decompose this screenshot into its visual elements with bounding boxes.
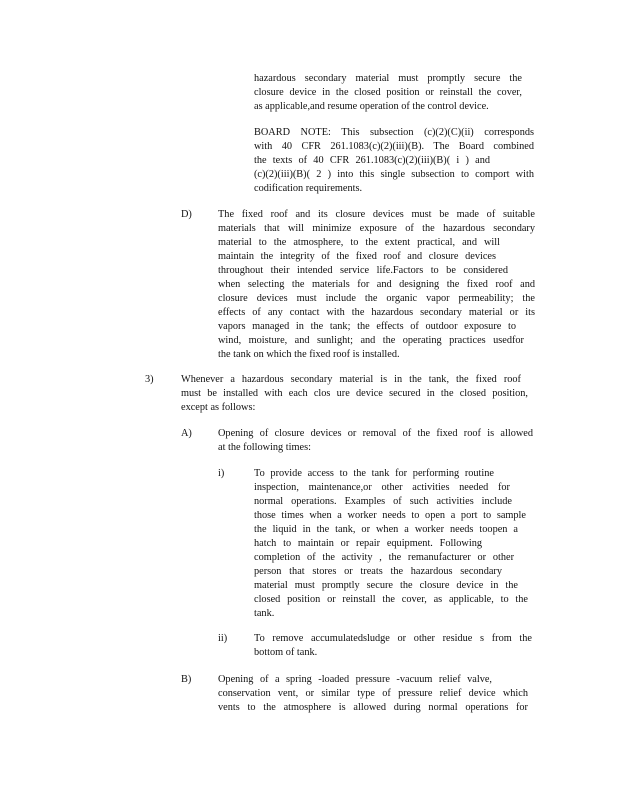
item-d-paragraph xyxy=(218,208,535,362)
text-line: when selecting the materials for and designing the fixed roof and xyxy=(218,279,535,290)
item-marker-b: B) xyxy=(181,674,192,685)
text-line: Opening of closure devices or removal of the fixed roof is allowed xyxy=(218,428,533,439)
text-line: those times when a worker needs to open a port to sample xyxy=(254,510,526,521)
text-line: closure devices must include the organic vapor permeability; the xyxy=(218,293,535,304)
text-line: effects of any contact with the hazardous secondary material or its xyxy=(218,307,535,318)
text-line: BOARD NOTE: This subsection (c)(2)(C)(ii) corresponds xyxy=(254,127,534,138)
text-line: completion of the activity , the remanufacturer or other xyxy=(254,552,514,563)
text-line: bottom of tank. xyxy=(254,647,318,658)
continuation-paragraph xyxy=(254,72,522,114)
item-ii-paragraph xyxy=(254,632,532,660)
text-line: hazardous secondary material must promptly secure the xyxy=(254,73,522,84)
text-line: vents to the atmosphere is allowed during normal operations for xyxy=(218,702,528,713)
text-line: hatch to maintain or repair equipment. Following xyxy=(254,538,482,549)
text-line: conservation vent, or similar type of pressure relief device which xyxy=(218,688,528,699)
item-i-paragraph xyxy=(254,467,528,621)
item-marker-a: A) xyxy=(181,428,192,439)
text-line: Whenever a hazardous secondary material is in the tank, the fixed roof xyxy=(181,374,521,385)
item-b-paragraph xyxy=(218,673,528,715)
text-line: closed position or reinstall the cover, as applicable, to the xyxy=(254,594,528,605)
text-line: closure device in the closed position or reinstall the cover, xyxy=(254,87,522,98)
text-line: inspection, maintenance,or other activities needed for xyxy=(254,482,510,493)
text-line: the tank on which the fixed roof is installed. xyxy=(218,349,400,360)
text-line: Opening of a spring -loaded pressure -vacuum relief valve, xyxy=(218,674,492,685)
item-a-paragraph xyxy=(218,427,533,455)
text-line: (c)(2)(iii)(B)( 2 ) into this single subsection to comport with xyxy=(254,169,534,180)
text-line: To provide access to the tank for performing routine xyxy=(254,468,494,479)
item-marker-d: D) xyxy=(181,209,192,220)
item-marker-ii: ii) xyxy=(218,633,228,644)
text-line: normal operations. Examples of such activities include xyxy=(254,496,512,507)
text-line: throughout their intended service life.Factors to be considered xyxy=(218,265,508,276)
text-line: codification requirements. xyxy=(254,183,363,194)
text-line: the liquid in the tank, or when a worker needs toopen a xyxy=(254,524,518,535)
item-marker-3: 3) xyxy=(145,374,154,385)
text-line: The fixed roof and its closure devices must be made of suitable xyxy=(218,209,535,220)
text-line: wind, moisture, and sunlight; and the operating practices usedfor xyxy=(218,335,524,346)
text-line: as applicable,and resume operation of the control device. xyxy=(254,101,489,112)
text-line: To remove accumulatedsludge or other residue s from the xyxy=(254,633,532,644)
text-line: material to the atmosphere, to the extent practical, and will xyxy=(218,237,500,248)
item-marker-i: i) xyxy=(218,468,225,479)
item-3-paragraph xyxy=(181,373,528,415)
text-line: tank. xyxy=(254,608,275,619)
text-line: must be installed with each clos ure device secured in the closed position, xyxy=(181,388,528,399)
text-line: except as follows: xyxy=(181,402,256,413)
text-line: with 40 CFR 261.1083(c)(2)(iii)(B). The Board combined xyxy=(254,141,534,152)
text-line: the texts of 40 CFR 261.1083(c)(2)(iii)(B)( i ) and xyxy=(254,155,490,166)
text-line: maintain the integrity of the fixed roof and closure devices xyxy=(218,251,496,262)
text-line: material must promptly secure the closure device in the xyxy=(254,580,518,591)
text-line: materials that will minimize exposure of the hazardous secondary xyxy=(218,223,535,234)
text-line: vapors managed in the tank; the effects of outdoor exposure to xyxy=(218,321,516,332)
text-line: at the following times: xyxy=(218,442,311,453)
board-note xyxy=(254,126,534,196)
text-line: person that stores or treats the hazardous secondary xyxy=(254,566,502,577)
